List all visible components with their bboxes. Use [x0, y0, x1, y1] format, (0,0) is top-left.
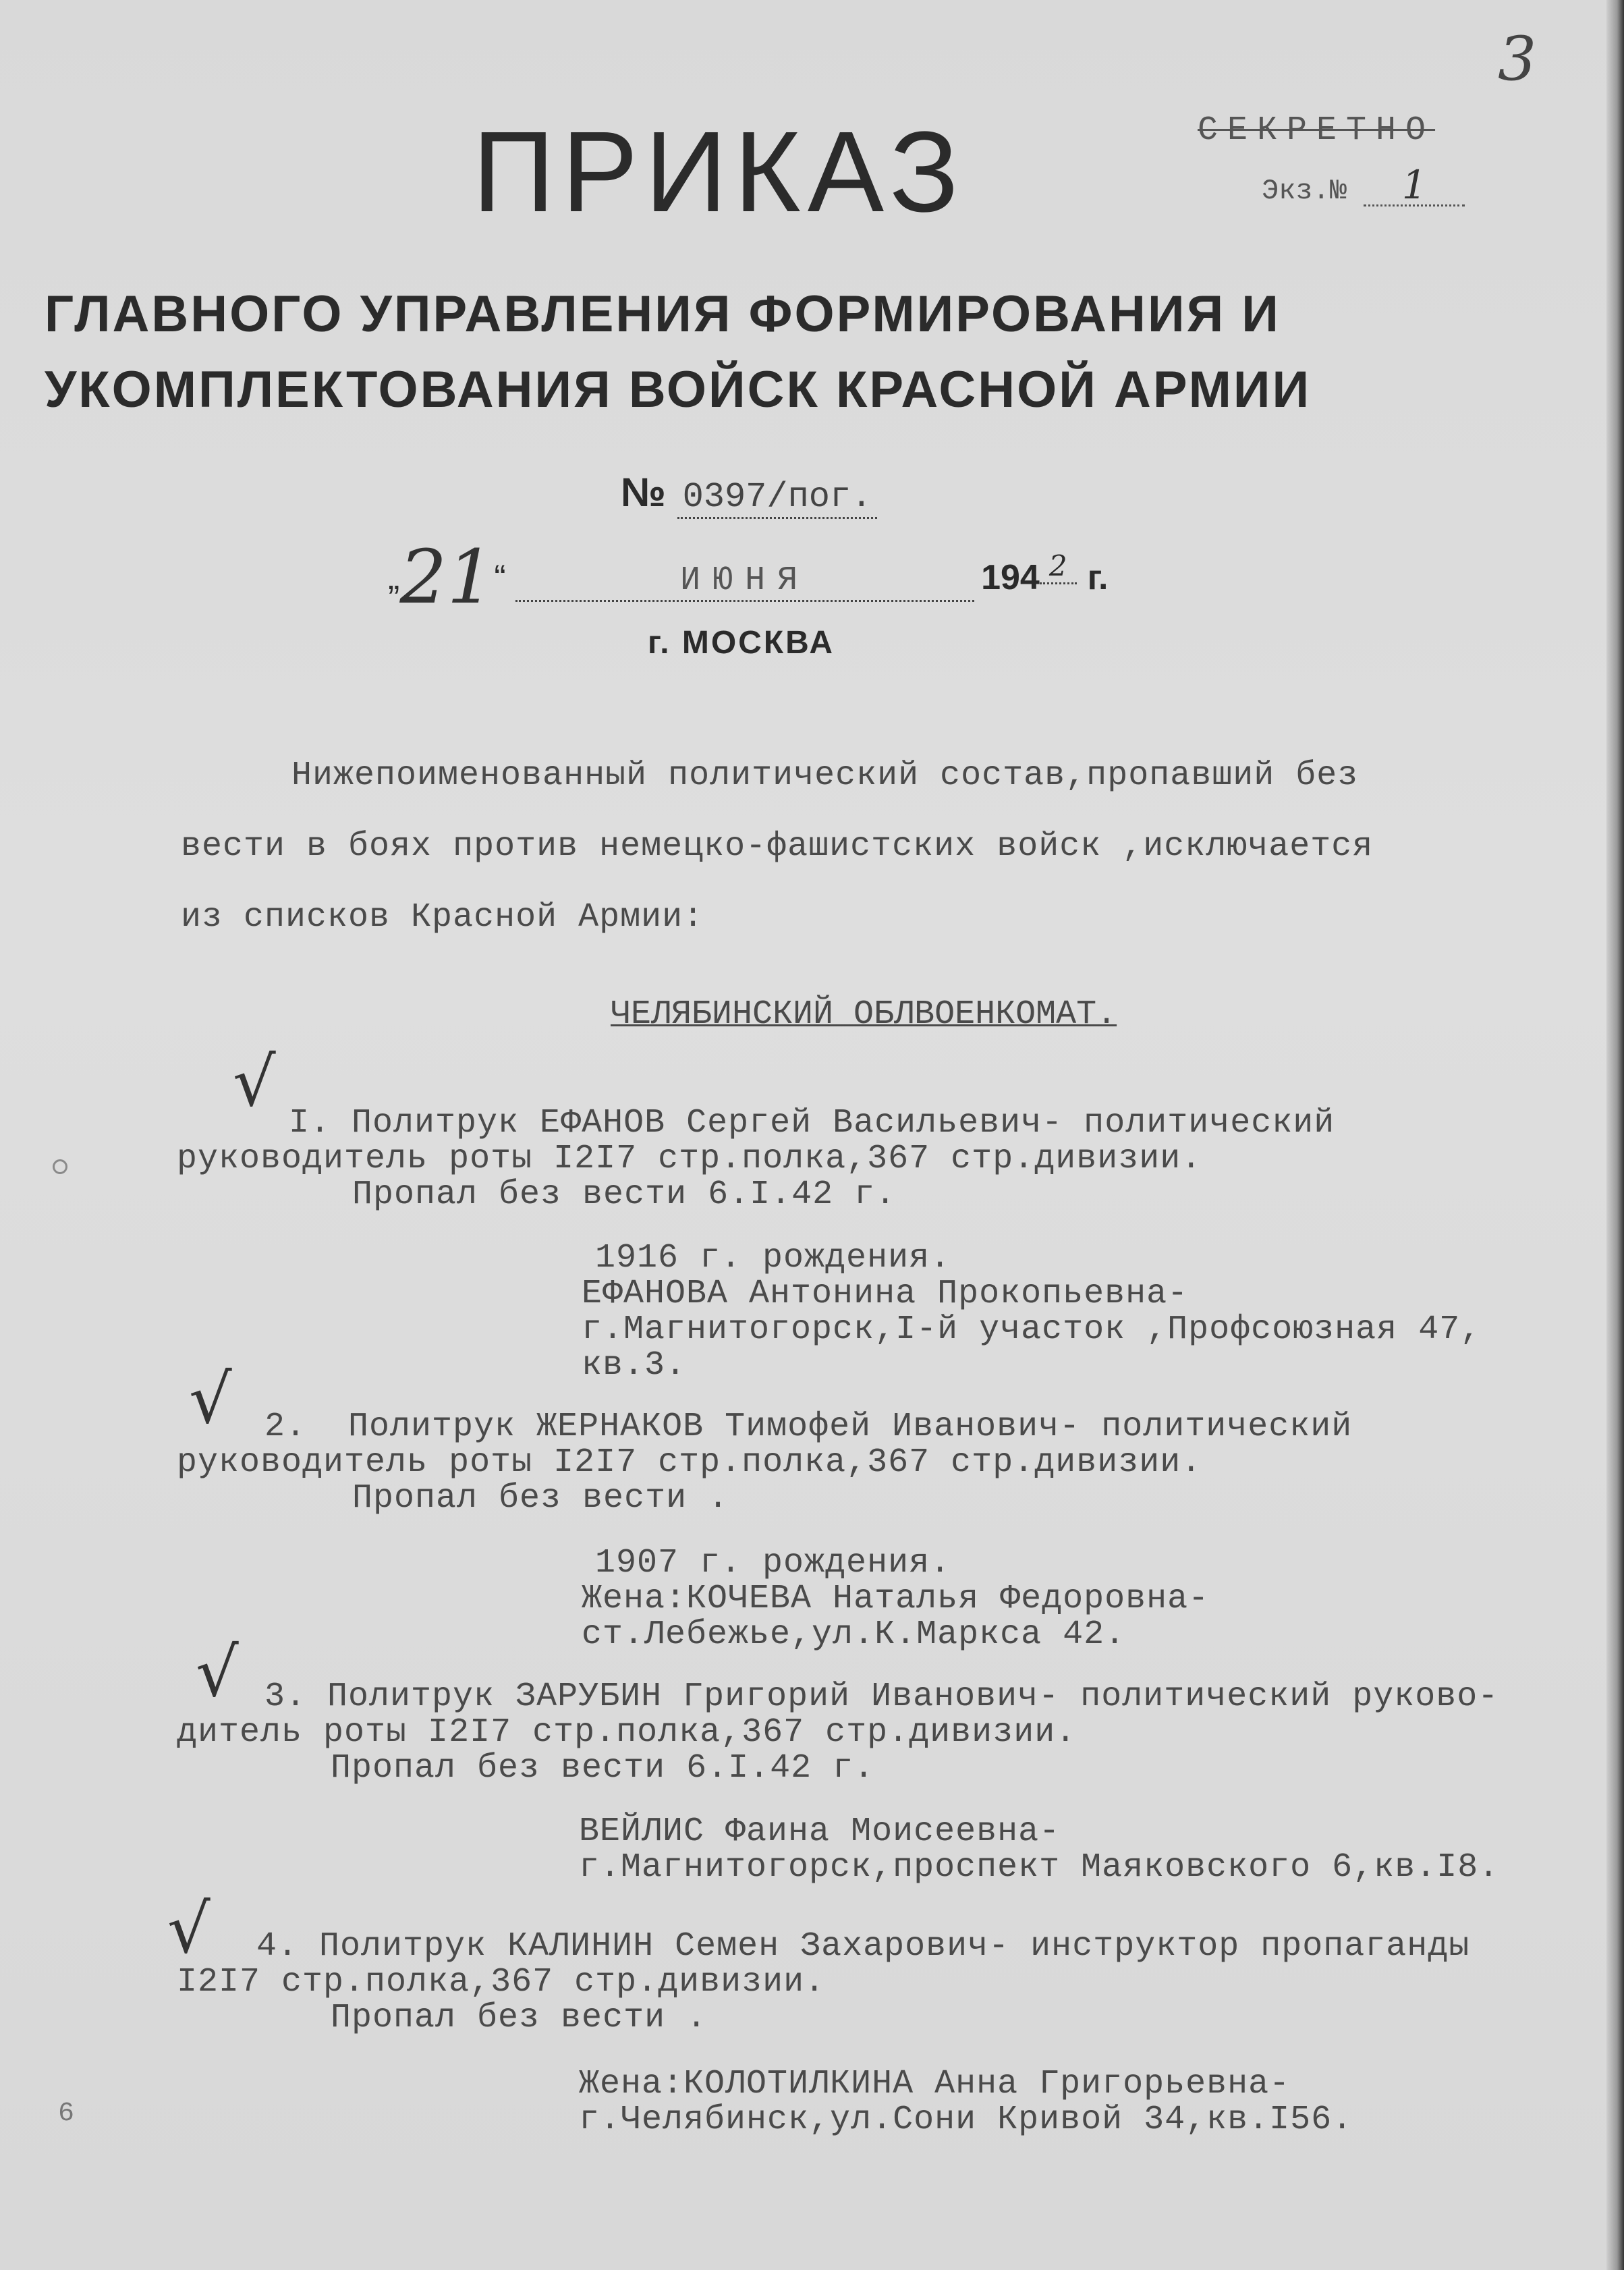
- order-city: г. МОСКВА: [648, 625, 835, 661]
- check-mark-4: √: [167, 1889, 211, 1968]
- entry-3-line-1: 3. Политрук ЗАРУБИН Григорий Иванович- политический руково-: [264, 1678, 1499, 1716]
- page-number: 3: [1498, 24, 1537, 94]
- entry-3-line-3: Пропал без вести 6.I.42 г.: [331, 1749, 875, 1788]
- entry-2-line-1: 2. Политрук ЖЕРНАКОВ Тимофей Иванович- политический: [264, 1408, 1353, 1446]
- order-number-line: [621, 469, 877, 517]
- order-day: 21: [399, 534, 495, 620]
- order-year-unit: г.: [1087, 558, 1109, 597]
- entry-1-line-2: руководитель роты I2I7 стр.полка,367 стр.дивизии.: [177, 1140, 1202, 1178]
- number-sign: №: [621, 470, 666, 515]
- entry-2-detail-1: 1907 г. рождения.: [595, 1544, 951, 1582]
- entry-1-line-3: Пропал без вести 6.I.42 г.: [352, 1175, 897, 1214]
- secret-stamp: СЕКРЕТНО: [1198, 111, 1436, 150]
- intro-line-2: вести в боях против немецко-фашистских войск ,исключается: [181, 827, 1374, 866]
- copy-number-line: [1262, 162, 1465, 208]
- copy-prefix: Экз.№: [1262, 175, 1347, 207]
- entry-2-line-2: руководитель роты I2I7 стр.полка,367 стр.дивизии.: [177, 1443, 1202, 1482]
- check-mark-3: √: [196, 1633, 239, 1712]
- entry-4-line-3: Пропал без вести .: [331, 1999, 708, 2037]
- margin-number: 6: [58, 2099, 75, 2129]
- intro-line-3: из списков Красной Армии:: [181, 898, 704, 937]
- entry-1-detail-1: 1916 г. рождения.: [595, 1239, 951, 1277]
- order-number: 0397/пог.: [677, 477, 878, 519]
- entry-1-detail-2: ЕФАНОВА Антонина Прокопьевна-: [582, 1275, 1189, 1313]
- order-year-prefix: 194: [981, 558, 1040, 597]
- entry-4-detail-2: г.Челябинск,ул.Сони Кривой 34,кв.I56.: [579, 2101, 1353, 2139]
- copy-number: 1: [1364, 165, 1465, 206]
- order-date-line: „21“ ИЮНЯ 194 $^2$ г.: [388, 534, 1109, 620]
- entry-2-detail-2: Жена:КОЧЕВА Наталья Федоровна-: [582, 1580, 1210, 1618]
- entry-4-line-1: 4. Политрук КАЛИНИН Семен Захарович- инструктор пропаганды: [256, 1927, 1470, 1966]
- entry-4-line-2: I2I7 стр.полка,367 стр.дивизии.: [177, 1963, 826, 2001]
- document-subtitle-line-1: ГЛАВНОГО УПРАВЛЕНИЯ ФОРМИРОВАНИЯ И: [45, 285, 1281, 343]
- check-mark-1: √: [233, 1043, 276, 1122]
- order-year-suffix: 2: [1040, 549, 1077, 584]
- entry-2-line-3: Пропал без вести .: [352, 1479, 729, 1518]
- entry-1-detail-4: кв.3.: [582, 1346, 687, 1385]
- section-heading: ЧЕЛЯБИНСКИЙ ОБЛВОЕНКОМАТ.: [611, 995, 1117, 1034]
- entry-1-detail-3: г.Магнитогорск,I-й участок ,Профсоюзная 47,: [582, 1310, 1482, 1349]
- entry-2-detail-3: ст.Лебежье,ул.К.Маркса 42.: [582, 1615, 1126, 1654]
- entry-3-detail-2: г.Магнитогорск,проспект Маяковского 6,кв.I8.: [579, 1848, 1500, 1887]
- punch-hole-mark: [53, 1159, 67, 1174]
- intro-line-1: Нижепоименованный политический состав,пропавший без: [291, 756, 1359, 795]
- entry-1-line-1: I. Политрук ЕФАНОВ Сергей Васильевич- политический: [289, 1104, 1335, 1142]
- entry-3-detail-1: ВЕЙЛИС Фаина Моисеевна-: [579, 1812, 1061, 1851]
- entry-4-detail-1: Жена:КОЛОТИЛКИНА Анна Григорьевна-: [579, 2065, 1291, 2103]
- order-month: ИЮНЯ: [515, 561, 974, 602]
- document-subtitle-line-2: УКОМПЛЕКТОВАНИЯ ВОЙСК КРАСНОЙ АРМИИ: [45, 361, 1312, 418]
- check-mark-2: √: [189, 1360, 232, 1439]
- scan-edge: [1606, 0, 1624, 2270]
- entry-3-line-2: дитель роты I2I7 стр.полка,367 стр.дивизии.: [177, 1713, 1077, 1752]
- document-title: ПРИКАЗ: [472, 108, 965, 236]
